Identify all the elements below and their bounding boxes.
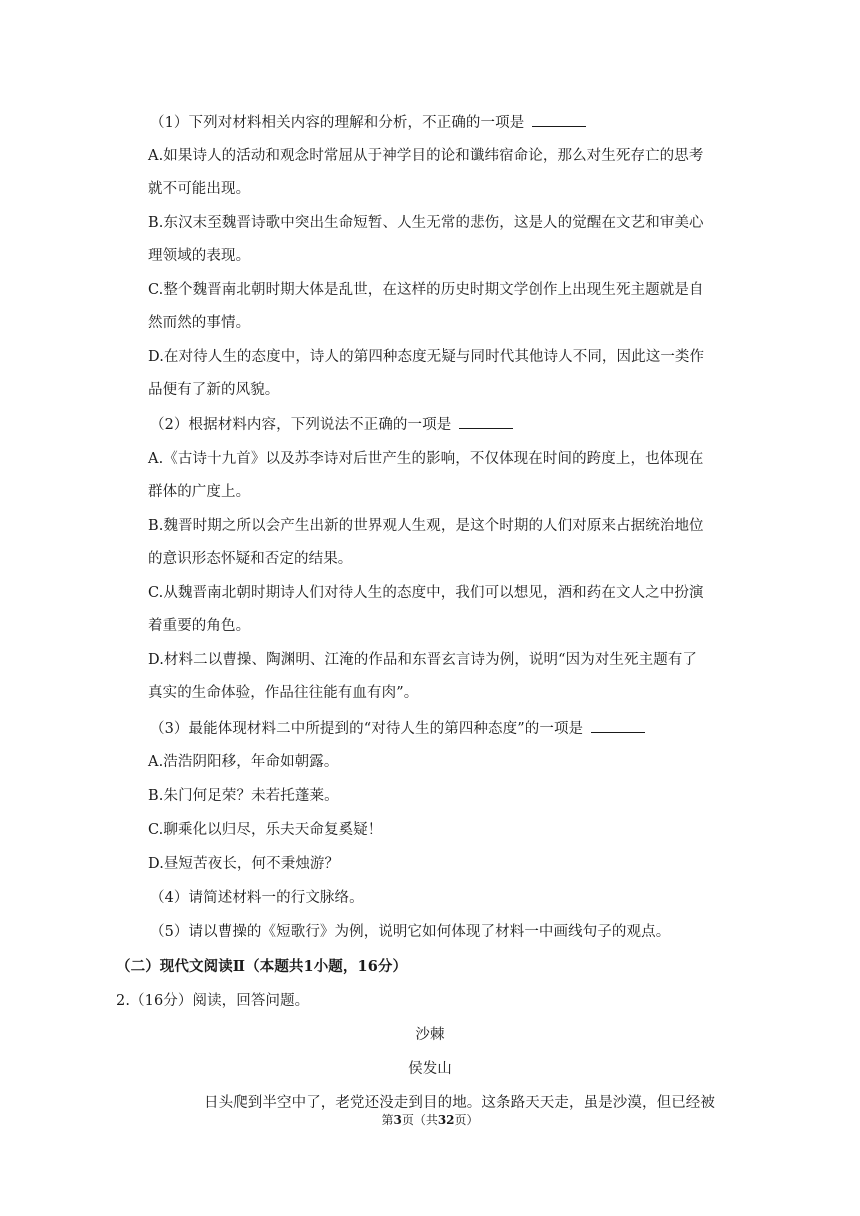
q1-option-c-line2: 然而然的事情。 <box>148 315 251 331</box>
footer-page-number: 3 <box>393 1113 402 1127</box>
q3-option-c: C.聊乘化以归尽，乐夫天命复奚疑！ <box>148 822 383 838</box>
q1-option-b-line1: B.东汉末至魏晋诗歌中突出生命短暂、人生无常的悲伤，这是人的觉醒在文艺和审美心 <box>148 215 704 231</box>
q1-stem-text: （1）下列对材料相关内容的理解和分析，不正确的一项是 <box>150 115 525 131</box>
question-2-stem: 2.（16分）阅读，回答问题。 <box>116 993 310 1009</box>
q1-option-d-line2: 品便有了新的风貌。 <box>148 382 280 398</box>
q1-stem <box>150 112 740 133</box>
q2-stem-text: （2）根据材料内容，下列说法不正确的一项是 <box>150 417 452 433</box>
answer-blank <box>591 718 645 733</box>
q2-option-d-line1: D.材料二以曹操、陶渊明、江淹的作品和东晋玄言诗为例，说明“因为对生死主题有了 <box>148 652 698 668</box>
story-author: 侯发山 <box>408 1061 452 1077</box>
footer-prefix: 第 <box>381 1113 394 1127</box>
footer-total-pages: 32 <box>437 1113 455 1127</box>
q3-option-b: B.朱门何足荣？未若托蓬莱。 <box>148 788 339 804</box>
q2-option-b-line1: B.魏晋时期之所以会产生出新的世界观人生观，是这个时期的人们对原来占据统治地位 <box>148 518 704 534</box>
q2-option-c-line1: C.从魏晋南北朝时期诗人们对待人生的态度中，我们可以想见，酒和药在文人之中扮演 <box>148 585 704 601</box>
page-footer <box>0 1112 860 1128</box>
q2-option-d-line2: 真实的生命体验，作品往往能有血有肉”。 <box>148 685 419 701</box>
q2-stem <box>150 414 740 435</box>
section-heading: （二）现代文阅读Ⅱ（本题共1小题，16分） <box>116 958 408 975</box>
q1-option-d-line1: D.在对待人生的态度中，诗人的第四种态度无疑与同时代其他诗人不同，因此这一类作 <box>148 349 705 365</box>
q1-option-c-line1: C.整个魏晋南北朝时期大体是乱世，在这样的历史时期文学创作上出现生死主题就是自 <box>148 282 704 298</box>
q3-stem <box>150 718 740 739</box>
q2-option-a-line2: 群体的广度上。 <box>148 484 251 500</box>
story-title: 沙棘 <box>415 1027 445 1043</box>
footer-suffix: 页） <box>454 1113 479 1127</box>
q5-stem: （5）请以曹操的《短歌行》为例，说明它如何体现了材料一中画线句子的观点。 <box>150 924 671 940</box>
q1-option-a-line1: A.如果诗人的活动和观念时常屈从于神学目的论和谶纬宿命论，那么对生死存亡的思考 <box>148 148 704 164</box>
q1-option-b-line2: 理领域的表现。 <box>148 248 251 264</box>
q3-option-d: D.昼短苦夜长，何不秉烛游？ <box>148 856 340 872</box>
q3-stem-text: （3）最能体现材料二中所提到的“对待人生的第四种态度”的一项是 <box>150 721 584 737</box>
q3-option-a: A.浩浩阴阳移，年命如朝露。 <box>148 754 339 770</box>
q4-stem: （4）请简述材料一的行文脉络。 <box>150 890 364 906</box>
story-paragraph-line: 日头爬到半空中了，老党还没走到目的地。这条路天天走，虽是沙漠，但已经被 <box>204 1095 715 1111</box>
answer-blank <box>459 414 513 429</box>
q2-option-b-line2: 的意识形态怀疑和否定的结果。 <box>148 551 353 567</box>
answer-blank <box>532 112 586 127</box>
q2-option-c-line2: 着重要的角色。 <box>148 618 251 634</box>
q1-option-a-line2: 就不可能出现。 <box>148 181 251 197</box>
q2-option-a-line1: A.《古诗十九首》以及苏李诗对后世产生的影响，不仅体现在时间的跨度上，也体现在 <box>148 451 704 467</box>
footer-middle: 页（共 <box>401 1113 438 1127</box>
